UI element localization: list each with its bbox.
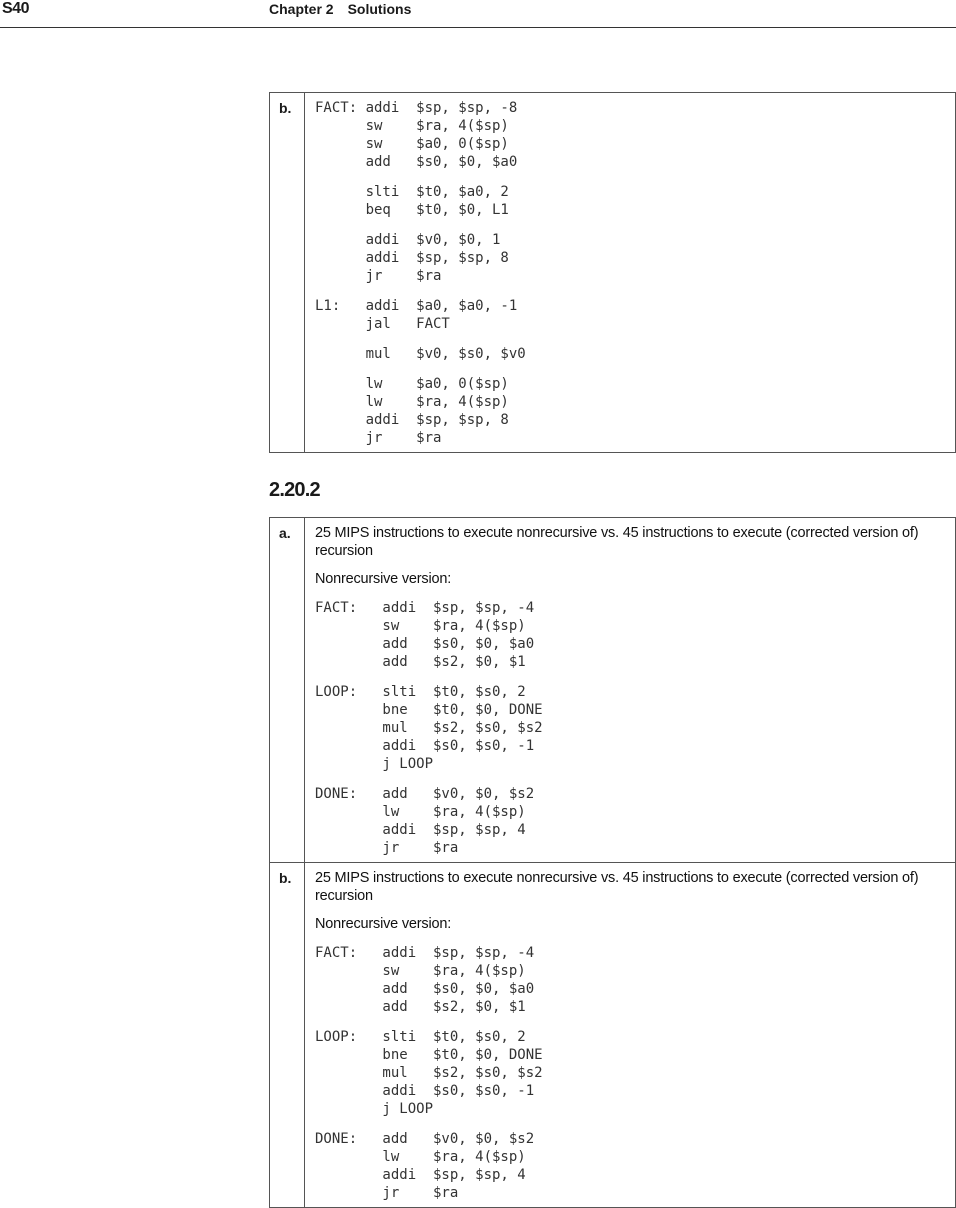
code-line: addi $sp, $sp, 8 xyxy=(315,250,509,266)
code-group xyxy=(315,297,947,333)
code-block xyxy=(315,99,947,447)
code-line: jr $ra xyxy=(315,430,442,446)
code-line: addi $sp, $sp, 4 xyxy=(315,822,526,838)
row-label: b. xyxy=(270,863,305,1208)
code-line: add $s2, $0, $1 xyxy=(315,999,526,1015)
code-line: LOOP: slti $t0, $s0, 2 xyxy=(315,684,526,700)
code-line: jal FACT xyxy=(315,316,450,332)
row-label: a. xyxy=(270,518,305,863)
code-line: lw $ra, 4($sp) xyxy=(315,394,509,410)
code-line: addi $s0, $s0, -1 xyxy=(315,1083,535,1099)
row-content xyxy=(305,93,956,453)
code-line: slti $t0, $a0, 2 xyxy=(315,184,509,200)
code-block xyxy=(315,599,947,857)
code-line: sw $a0, 0($sp) xyxy=(315,136,509,152)
code-line: addi $s0, $s0, -1 xyxy=(315,738,535,754)
row-content xyxy=(305,863,956,1208)
code-line: sw $ra, 4($sp) xyxy=(315,618,526,634)
code-line: addi $sp, $sp, 8 xyxy=(315,412,509,428)
code-group xyxy=(315,944,947,1016)
code-group xyxy=(315,599,947,671)
code-line: beq $t0, $0, L1 xyxy=(315,202,509,218)
code-group xyxy=(315,183,947,219)
row-subtitle: Nonrecursive version: xyxy=(315,571,452,587)
code-group xyxy=(315,785,947,857)
code-line: FACT: addi $sp, $sp, -4 xyxy=(315,945,535,961)
code-group xyxy=(315,345,947,363)
code-line: lw $a0, 0($sp) xyxy=(315,376,509,392)
code-line: FACT: addi $sp, $sp, -8 xyxy=(315,100,518,116)
row-description: 25 MIPS instructions to execute nonrecursive vs. 45 instructions to execute (corrected version of) recursion xyxy=(315,525,919,559)
section-heading: 2.20.2 xyxy=(269,479,320,501)
code-line: LOOP: slti $t0, $s0, 2 xyxy=(315,1029,526,1045)
code-line: bne $t0, $0, DONE xyxy=(315,702,543,718)
code-line: L1: addi $a0, $a0, -1 xyxy=(315,298,518,314)
code-line: j LOOP xyxy=(315,756,434,772)
running-head xyxy=(269,1,411,17)
row-content xyxy=(305,518,956,863)
row-label: b. xyxy=(270,93,305,453)
code-line: add $s2, $0, $1 xyxy=(315,654,526,670)
code-line: add $s0, $0, $a0 xyxy=(315,636,535,652)
code-line: mul $v0, $s0, $v0 xyxy=(315,346,526,362)
page-number: S40 xyxy=(2,0,29,17)
table-row xyxy=(270,518,956,863)
solution-table-2-20-1 xyxy=(269,92,956,453)
code-group xyxy=(315,1028,947,1118)
code-block xyxy=(315,944,947,1202)
code-line: jr $ra xyxy=(315,840,459,856)
code-line: DONE: add $v0, $0, $s2 xyxy=(315,1131,535,1147)
code-line: mul $s2, $s0, $s2 xyxy=(315,1065,543,1081)
page-header xyxy=(0,0,956,28)
code-line: lw $ra, 4($sp) xyxy=(315,1149,526,1165)
code-group xyxy=(315,1130,947,1202)
code-line: jr $ra xyxy=(315,268,442,284)
code-line: j LOOP xyxy=(315,1101,434,1117)
code-group xyxy=(315,683,947,773)
code-line: DONE: add $v0, $0, $s2 xyxy=(315,786,535,802)
solution-table-2-20-2 xyxy=(269,517,956,1208)
table-row xyxy=(270,863,956,1208)
code-group xyxy=(315,99,947,171)
code-line: sw $ra, 4($sp) xyxy=(315,118,509,134)
table-row xyxy=(270,93,956,453)
code-group xyxy=(315,375,947,447)
code-line: lw $ra, 4($sp) xyxy=(315,804,526,820)
code-line: addi $sp, $sp, 4 xyxy=(315,1167,526,1183)
code-line: add $s0, $0, $a0 xyxy=(315,154,518,170)
chapter-label: Chapter 2 xyxy=(269,1,334,17)
row-subtitle: Nonrecursive version: xyxy=(315,916,452,932)
code-line: jr $ra xyxy=(315,1185,459,1201)
code-line: add $s0, $0, $a0 xyxy=(315,981,535,997)
section-label: Solutions xyxy=(347,1,412,17)
code-line: mul $s2, $s0, $s2 xyxy=(315,720,543,736)
code-line: bne $t0, $0, DONE xyxy=(315,1047,543,1063)
code-line: FACT: addi $sp, $sp, -4 xyxy=(315,600,535,616)
code-line: sw $ra, 4($sp) xyxy=(315,963,526,979)
row-description: 25 MIPS instructions to execute nonrecursive vs. 45 instructions to execute (corrected version of) recursion xyxy=(315,870,919,904)
code-line: addi $v0, $0, 1 xyxy=(315,232,501,248)
code-group xyxy=(315,231,947,285)
